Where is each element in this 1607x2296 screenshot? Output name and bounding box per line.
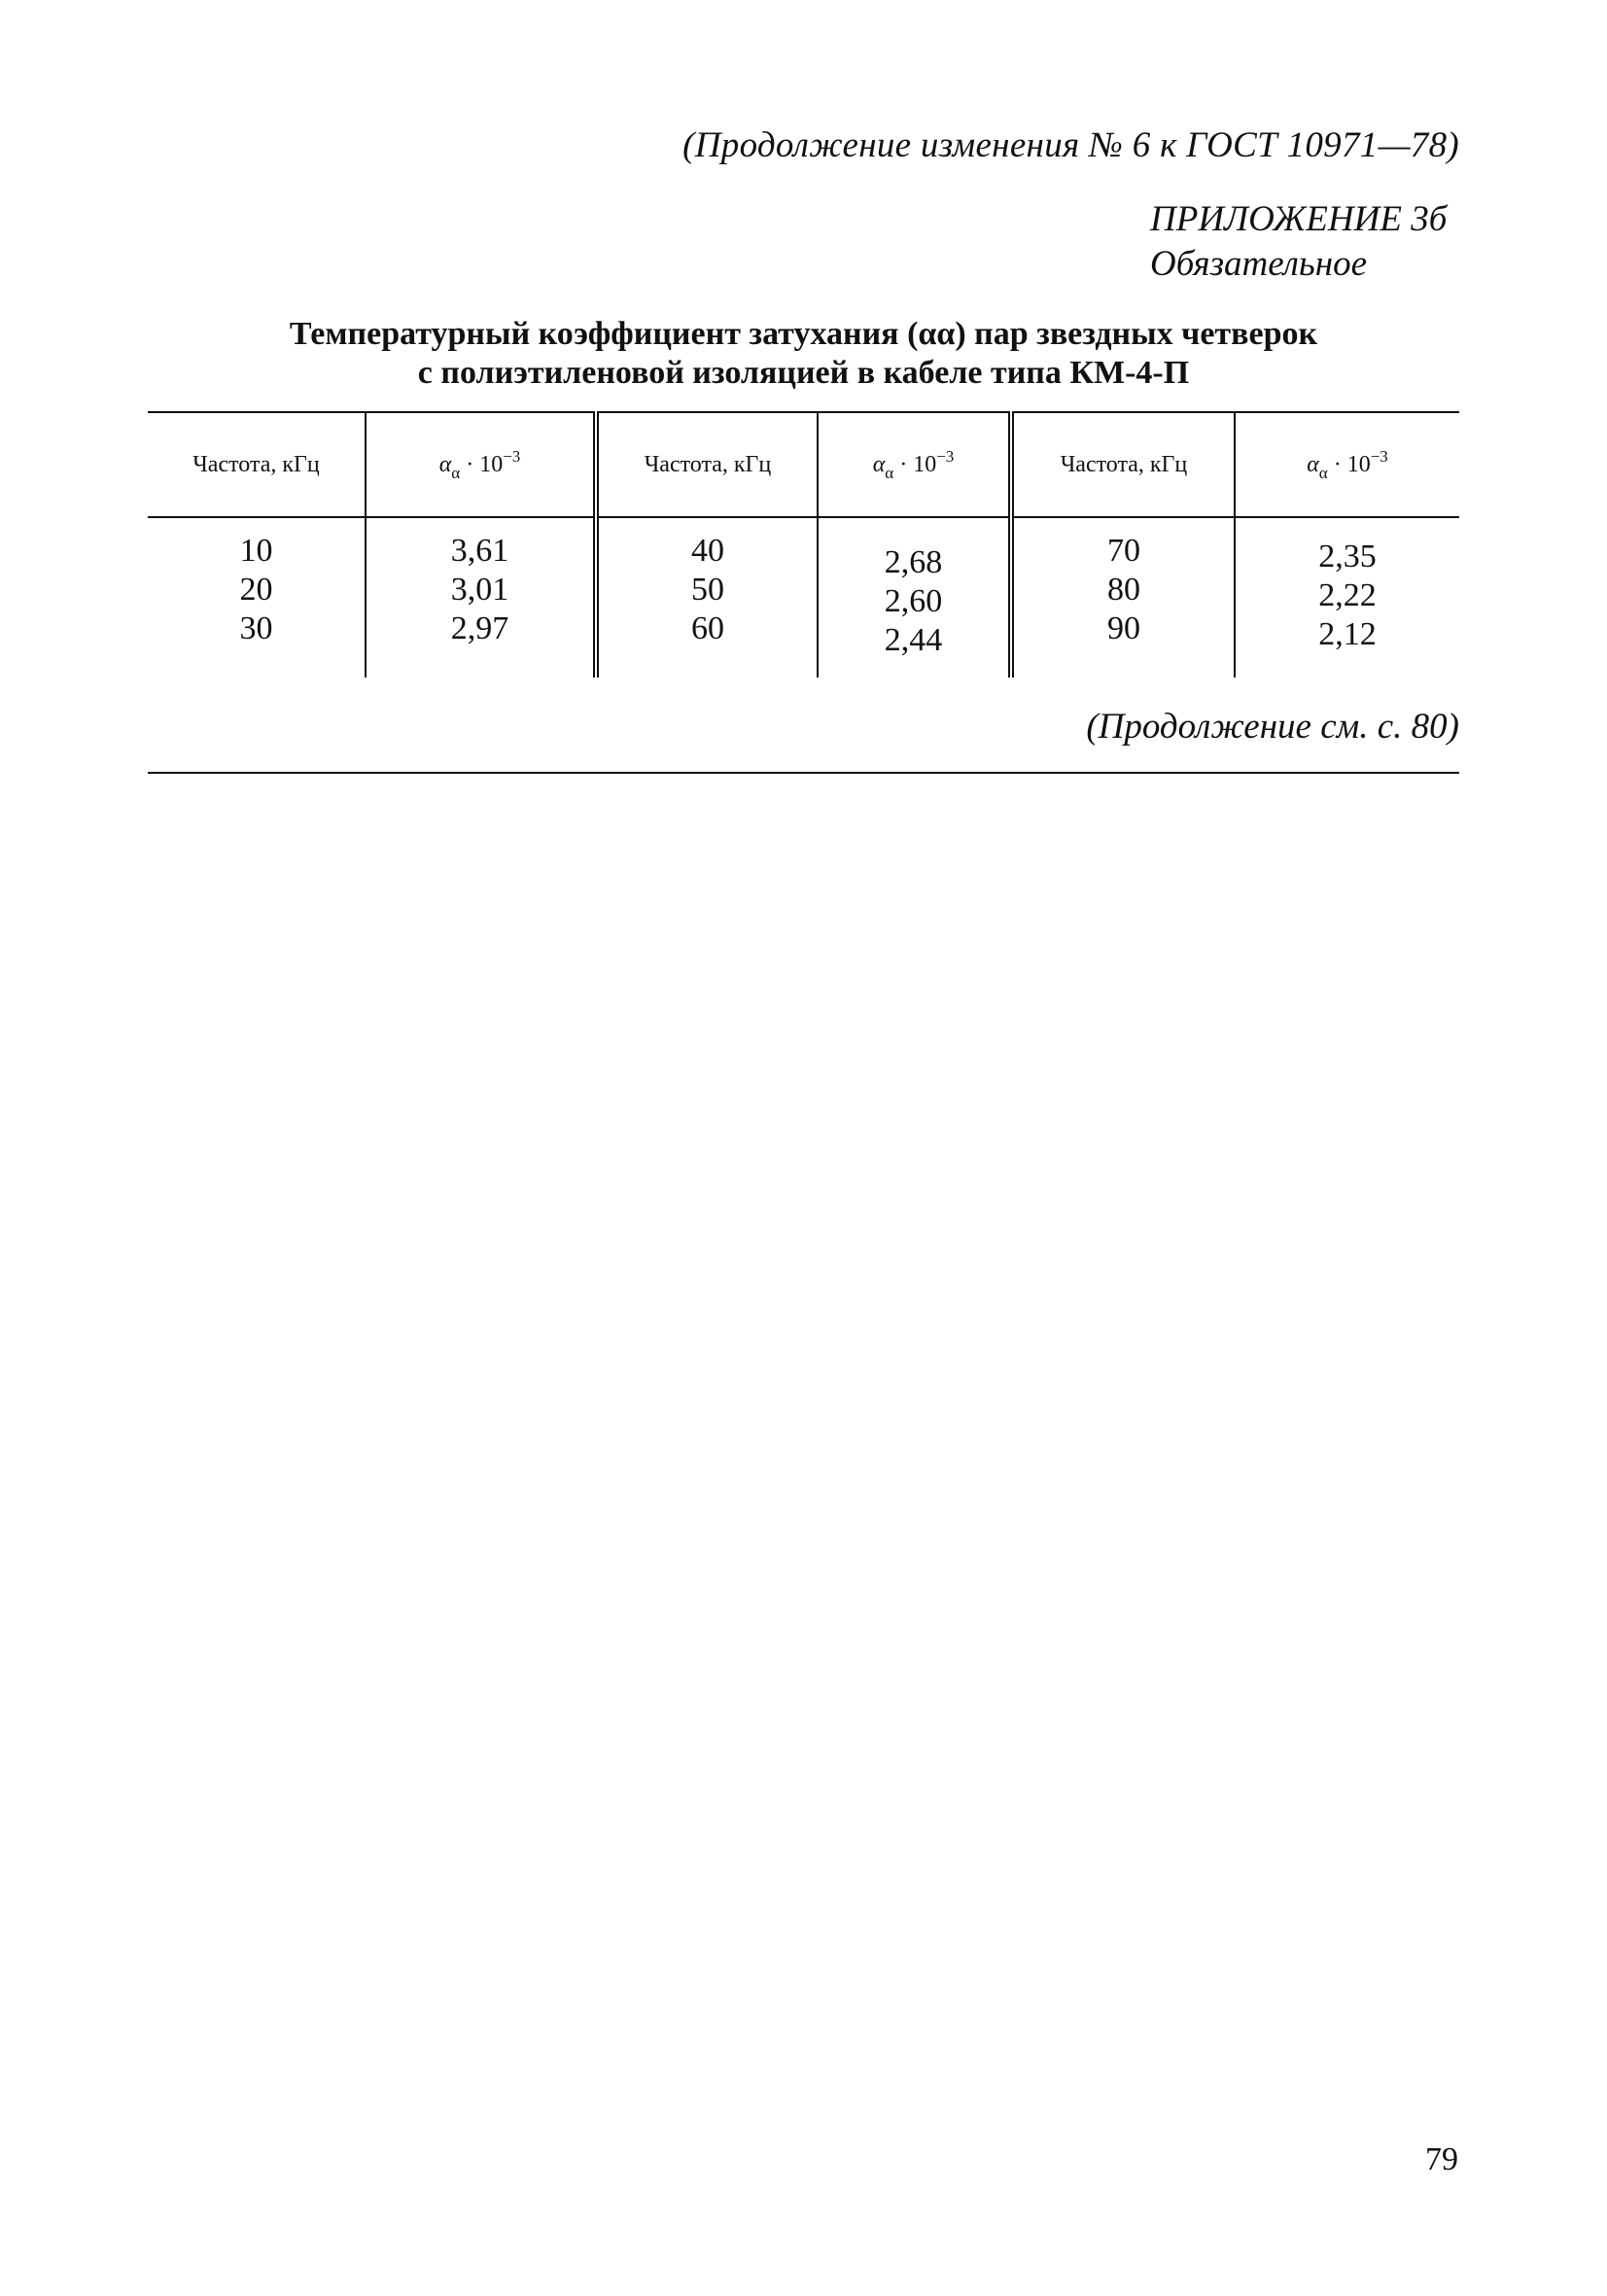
appendix-label: ПРИЛОЖЕНИЕ 3б — [1150, 199, 1448, 239]
header-coefficient-3 — [1235, 412, 1459, 517]
coefficient-cell-group-3 — [1235, 517, 1459, 678]
frequency-value: 50 — [691, 572, 724, 608]
frequency-cell-group-2 — [596, 517, 818, 678]
header-coefficient-2 — [818, 412, 1011, 517]
frequency-value: 90 — [1107, 610, 1140, 646]
coefficient-value: 2,60 — [884, 583, 943, 619]
frequency-value: 70 — [1107, 533, 1140, 569]
coefficient-cell-group-2 — [818, 517, 1011, 678]
coef-subscript: α — [1318, 463, 1328, 482]
coef-multiplier: · 10 — [460, 451, 504, 477]
frequency-value: 10 — [239, 533, 273, 569]
header-frequency-1: Частота, кГц — [148, 412, 366, 517]
coefficient-value: 2,68 — [884, 544, 943, 580]
frequency-value: 30 — [239, 610, 273, 646]
table-title-line-1: Температурный коэффициент затухания (αα) пар звездных четверок — [289, 316, 1318, 352]
coef-symbol: α — [872, 451, 886, 477]
frequency-cell-group-1 — [148, 517, 366, 678]
coef-exponent: −3 — [936, 446, 955, 466]
continue-note: (Продолжение см. с. 80) — [1086, 707, 1459, 747]
page-number: 79 — [1425, 2141, 1458, 2177]
coefficient-value: 2,44 — [884, 622, 943, 658]
table-header-row — [148, 412, 1459, 517]
coef-exponent: −3 — [503, 446, 521, 466]
frequency-value: 60 — [691, 610, 724, 646]
table-title-line-2: с полиэтиленовой изоляцией в кабеле типа КМ-4-П — [417, 355, 1190, 391]
frequency-cell-group-3 — [1011, 517, 1235, 678]
coef-multiplier: · 10 — [893, 451, 937, 477]
appendix-heading — [1150, 197, 1447, 287]
coef-symbol: α — [1307, 451, 1319, 477]
coef-subscript: α — [451, 463, 461, 482]
continuation-header: (Продолжение изменения № 6 к ГОСТ 10971—78) — [682, 125, 1459, 165]
frequency-value: 20 — [239, 572, 273, 608]
coefficient-value: 2,35 — [1318, 539, 1377, 574]
frequency-value: 80 — [1107, 572, 1140, 608]
coef-subscript: α — [885, 463, 894, 482]
coef-exponent: −3 — [1370, 446, 1388, 466]
bottom-divider — [148, 772, 1459, 774]
header-coefficient-1 — [366, 412, 596, 517]
appendix-status: Обязательное — [1150, 244, 1368, 284]
coefficient-cell-group-1 — [366, 517, 596, 678]
coefficient-table — [148, 411, 1459, 678]
coefficient-value: 2,12 — [1318, 616, 1377, 652]
header-frequency-2: Частота, кГц — [596, 412, 818, 517]
header-frequency-3: Частота, кГц — [1011, 412, 1235, 517]
coef-symbol: α — [438, 451, 452, 477]
table-title — [148, 315, 1459, 393]
coefficient-table-wrap — [148, 411, 1459, 678]
table-row — [148, 517, 1459, 678]
coefficient-value: 2,97 — [450, 610, 509, 646]
coefficient-value: 2,22 — [1318, 577, 1377, 613]
frequency-value: 40 — [691, 533, 724, 569]
coef-multiplier: · 10 — [1327, 451, 1371, 477]
coefficient-value: 3,01 — [450, 572, 509, 608]
coefficient-value: 3,61 — [450, 533, 509, 569]
